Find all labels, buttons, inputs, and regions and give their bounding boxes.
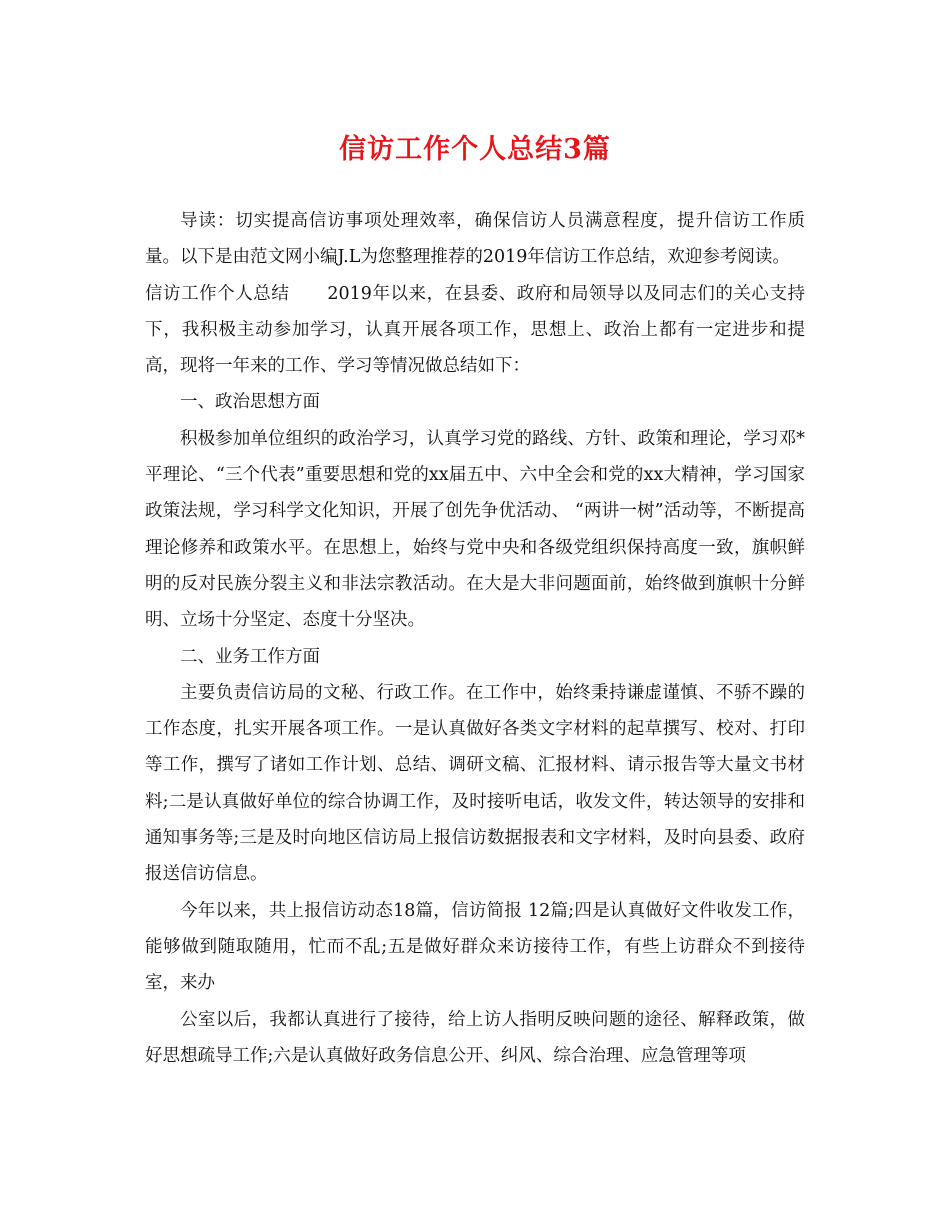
document-body bbox=[145, 203, 805, 1074]
intro-paragraph: 导读：切实提高信访事项处理效率，确保信访人员满意程度，提升信访工作质量。以下是由范文网小编J.L为您整理推荐的2019年信访工作总结，欢迎参考阅读。 bbox=[145, 211, 805, 268]
section2-body-1: 主要负责信访局的文秘、行政工作。在工作中，始终秉持谦虚谨慎、不骄不躁的工作态度，扎实开展各项工作。一是认真做好各类文字材料的起草撰写、校对、打印等工作，撰写了诸如工作计划、总结、调研文稿、汇报材料、请示报告等大量文书材料;二是认真做好单位的综合协调工作，及时接听电话，收发文件，转达领导的安排和通知事务等;三是及时向地区信访局上报信访数据报表和文字材料，及时向县委、政府报送信访信息。 bbox=[145, 682, 805, 885]
summary-paragraph bbox=[145, 276, 805, 385]
section2-body-2: 今年以来，共上报信访动态18篇，信访简报 12篇;四是认真做好文件收发工作，能够做到随取随用，忙而不乱;五是做好群众来访接待工作，有些上访群众不到接待室，来办 bbox=[145, 900, 805, 994]
summary-text: 2019年以来，在县委、政府和局领导以及同志们的关心支持下，我积极主动参加学习，认真开展各项工作，思想上、政治上都有一定进步和提高，现将一年来的工作、学习等情况做总结如下： bbox=[145, 283, 805, 377]
summary-label: 信访工作个人总结 bbox=[145, 283, 290, 304]
section1-heading: 一、政治思想方面 bbox=[180, 392, 320, 413]
section2-body-3: 公室以后，我都认真进行了接待，给上访人指明反映问题的途径、解释政策，做好思想疏导工作;六是认真做好政务信息公开、纠风、综合治理、应急管理等项 bbox=[145, 1009, 805, 1066]
section2-heading: 二、业务工作方面 bbox=[180, 646, 320, 667]
document-title: 信访工作个人总结3篇 bbox=[339, 134, 611, 165]
section1-body: 积极参加单位组织的政治学习，认真学习党的路线、方针、政策和理论，学习邓*平理论、“三个代表”重要思想和党的xx届五中、六中全会和党的xx大精神，学习国家政策法规，学习科学文化知识，开展了创先争优活动、 “两讲一树”活动等，不断提高理论修养和政策水平。在思想上，始终与党中央和各级党组织保持高度一致，旗帜鲜明的反对民族分裂主义和非法宗教活动。在大是大非问题面前，始终做到旗帜十分鲜明、立场十分坚定、态度十分坚决。 bbox=[145, 428, 805, 631]
